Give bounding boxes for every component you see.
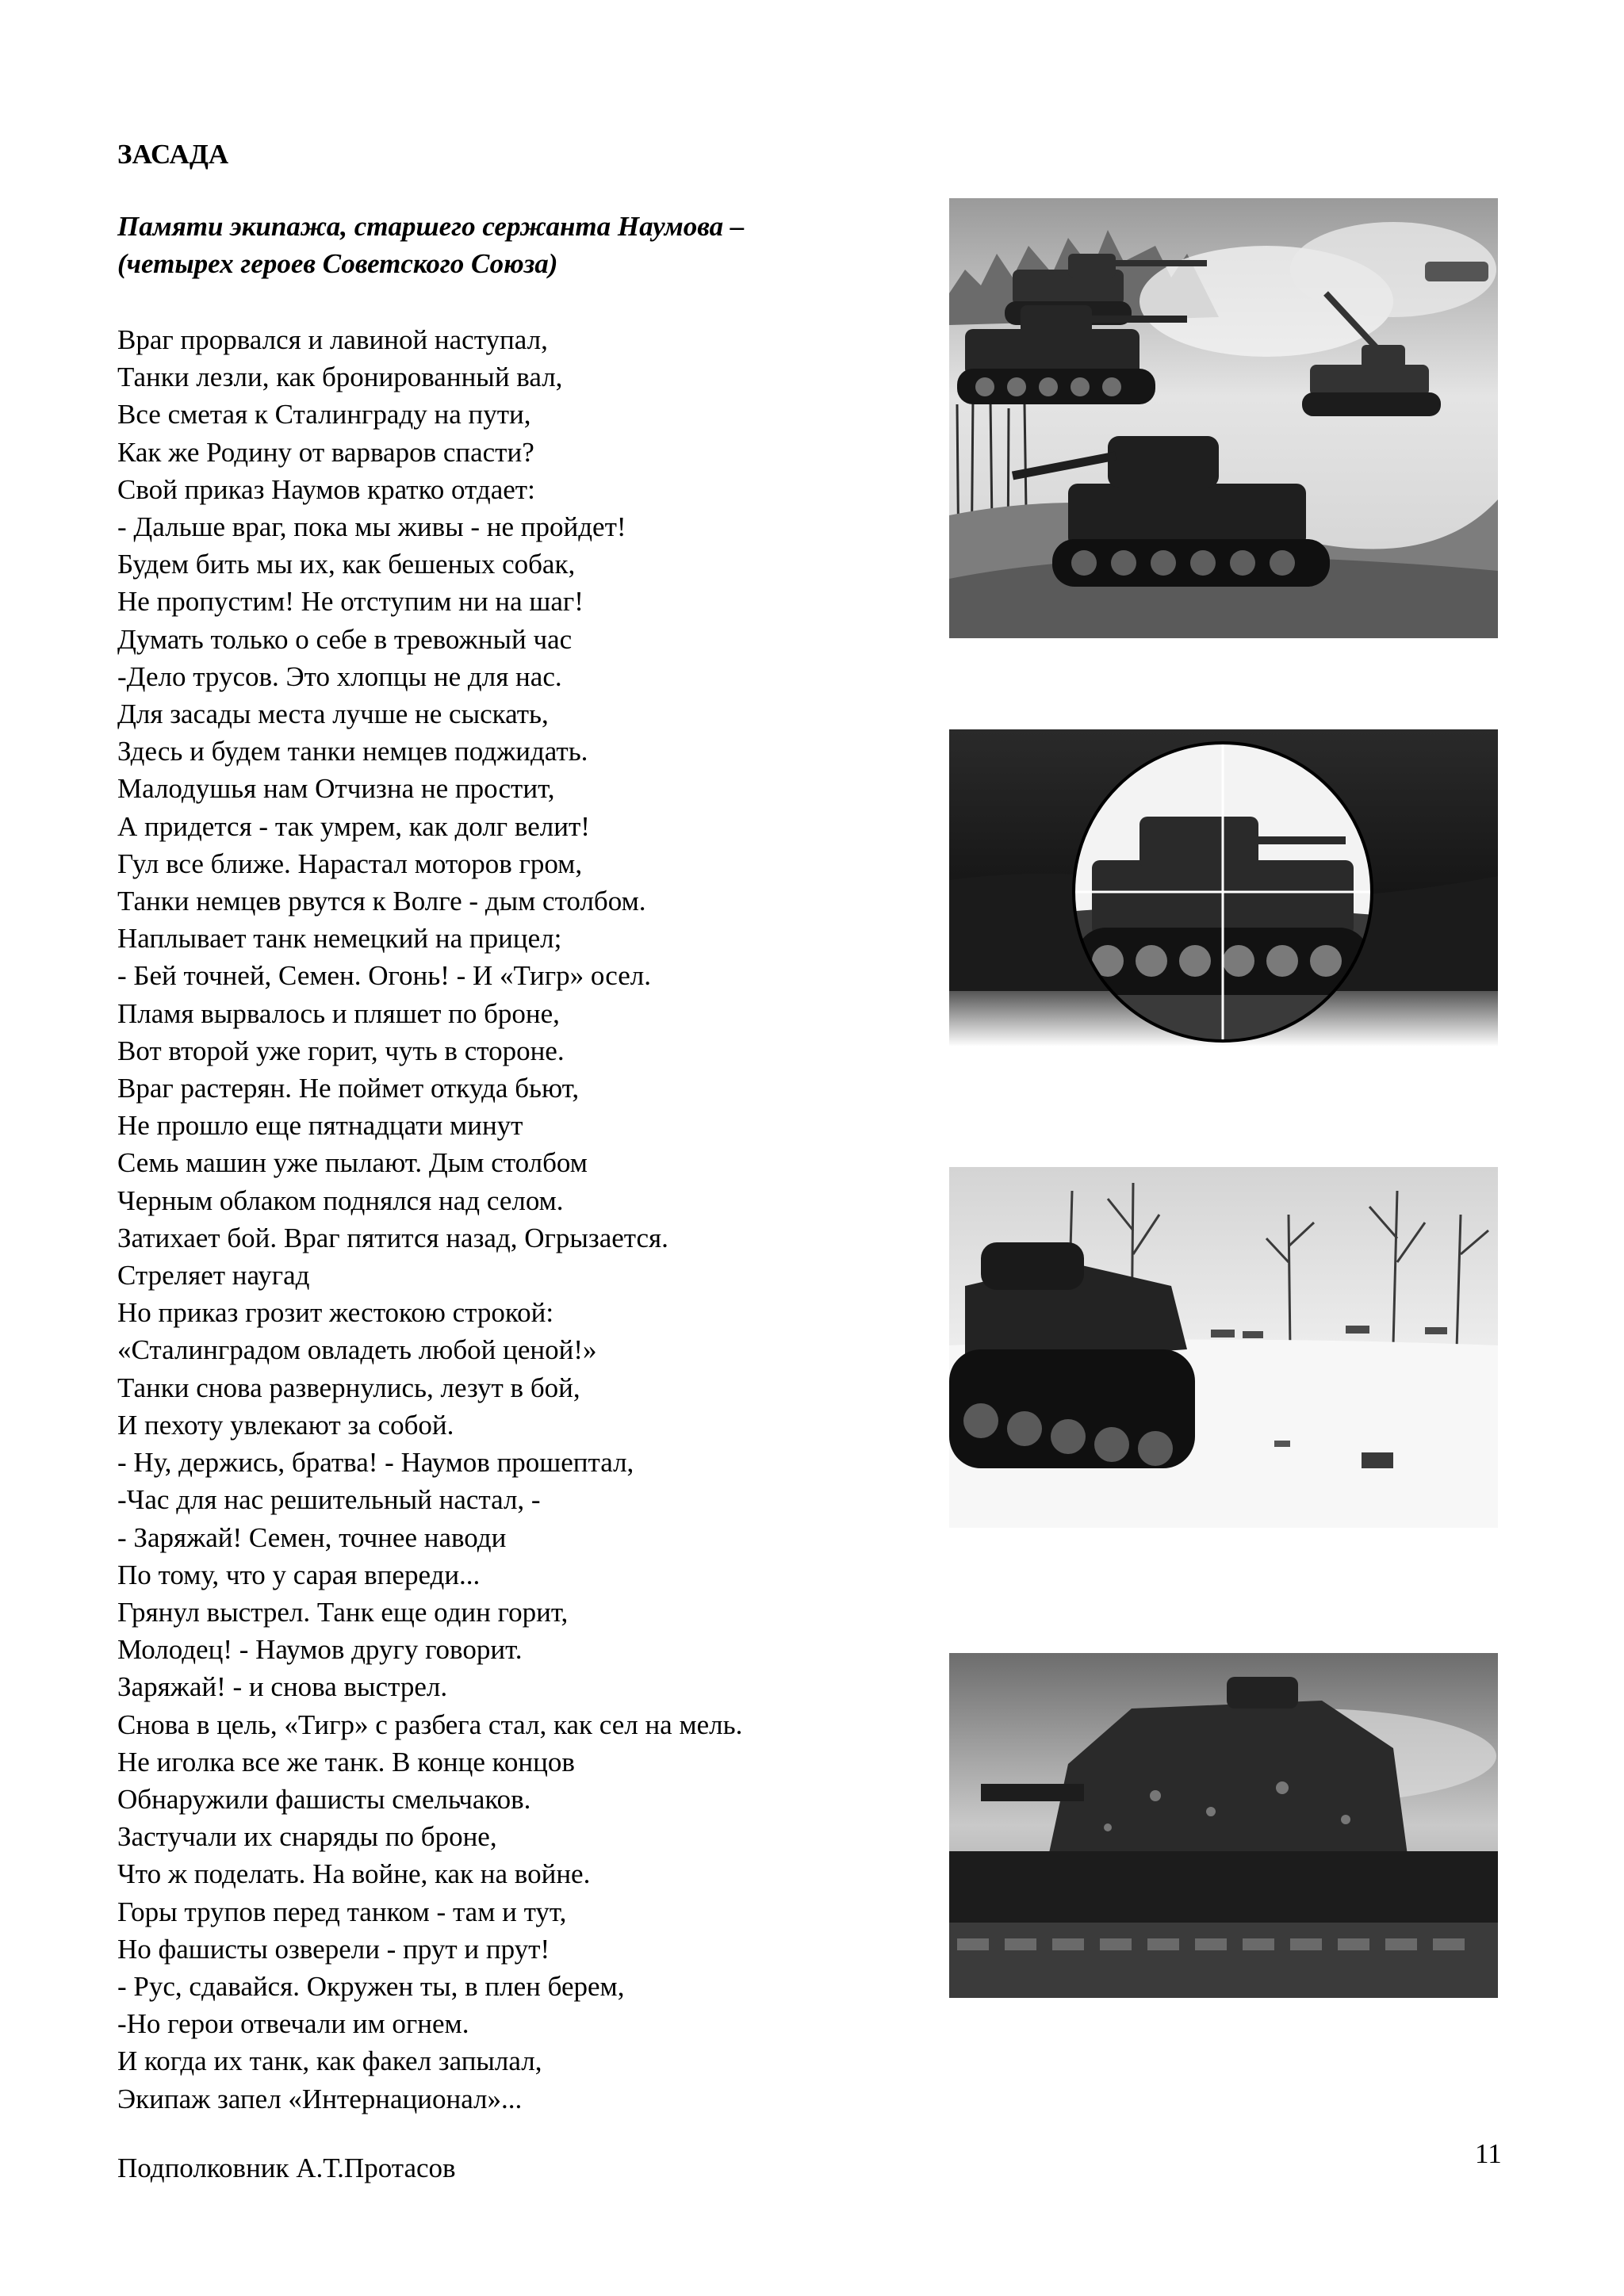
poem-line: Враг растерян. Не поймет откуда бьют, bbox=[117, 1073, 580, 1104]
page-title: ЗАСАДА bbox=[117, 139, 229, 170]
poem-line: Не пропустим! Не отступим ни на шаг! bbox=[117, 586, 584, 618]
poem-line: «Сталинградом овладеть любой ценой!» bbox=[117, 1334, 597, 1366]
poem-line: Малодушья нам Отчизна не простит, bbox=[117, 773, 555, 805]
poem-line: -Дело трусов. Это хлопцы не для нас. bbox=[117, 660, 562, 692]
poem-line: Танки снова развернулись, лезут в бой, bbox=[117, 1372, 580, 1403]
poem-line: Думать только о себе в тревожный час bbox=[117, 623, 573, 655]
poem-line: -Час для нас решительный настал, - bbox=[117, 1484, 541, 1516]
poem-line: - Дальше враг, пока мы живы - не пройдет! bbox=[117, 511, 626, 543]
poem-line: И пехоту увлекают за собой. bbox=[117, 1409, 454, 1441]
poem-text bbox=[117, 321, 742, 2118]
tank-closeup-photo bbox=[949, 1653, 1498, 1998]
poem-line: - Ну, держись, братва! - Наумов прошептал, bbox=[117, 1447, 634, 1479]
poem-line: Вот второй уже горит, чуть в стороне. bbox=[117, 1035, 565, 1066]
poem-line: Танки немцев рвутся к Волге - дым столбом. bbox=[117, 886, 646, 917]
dedication-line: (четырех героев Советского Союза) bbox=[117, 248, 558, 279]
poem-line: Снова в цель, «Тигр» с разбега стал, как сел на мель. bbox=[117, 1709, 743, 1740]
poem-line: Грянул выстрел. Танк еще один горит, bbox=[117, 1596, 569, 1628]
poem-line: Для засады места лучше не сыскать, bbox=[117, 698, 549, 730]
poem-line: - Рус, сдавайся. Окружен ты, в плен берем, bbox=[117, 1970, 625, 2002]
poem-line: Все сметая к Сталинграду на пути, bbox=[117, 399, 531, 430]
poem-line: Враг прорвался и лавиной наступал, bbox=[117, 324, 548, 355]
poem-line: Не прошло еще пятнадцати минут bbox=[117, 1110, 523, 1142]
poem-line: - Бей точней, Семен. Огонь! - И «Тигр» осел. bbox=[117, 960, 651, 992]
poem-line: Обнаружили фашисты смельчаков. bbox=[117, 1783, 531, 1815]
poem-line: Не иголка все же танк. В конце концов bbox=[117, 1746, 575, 1777]
tanks-battle-collage-photo bbox=[949, 198, 1498, 638]
poem-line: Затихает бой. Враг пятится назад, Огрызается. bbox=[117, 1222, 668, 1253]
poem-line: Наплывает танк немецкий на прицел; bbox=[117, 923, 562, 955]
poem-line: Застучали их снаряды по броне, bbox=[117, 1821, 497, 1853]
tank-in-gunsight-photo bbox=[949, 729, 1498, 1047]
page-number: 11 bbox=[1475, 2138, 1502, 2169]
poem-line: Стреляет наугад bbox=[117, 1260, 310, 1292]
poem-line: Свой приказ Наумов кратко отдает: bbox=[117, 473, 535, 505]
dedication-line: Памяти экипажа, старшего сержанта Наумова – bbox=[117, 211, 745, 242]
poem-line: Здесь и будем танки немцев поджидать. bbox=[117, 736, 588, 767]
poem-line: Черным облаком поднялся над селом. bbox=[117, 1184, 564, 1216]
poem-line: Но фашисты озверели - прут и прут! bbox=[117, 1933, 550, 1965]
poem-line: - Заряжай! Семен, точнее наводи bbox=[117, 1521, 507, 1553]
dedication bbox=[117, 208, 744, 282]
poem-line: Заряжай! - и снова выстрел. bbox=[117, 1671, 448, 1703]
poem-line: Гул все ближе. Нарастал моторов гром, bbox=[117, 848, 583, 879]
poem-line: Танки лезли, как бронированный вал, bbox=[117, 362, 563, 393]
poem-line: Будем бить мы их, как бешеных собак, bbox=[117, 549, 576, 580]
poem-line: Горы трупов перед танком - там и тут, bbox=[117, 1896, 567, 1927]
poem-line: -Но герои отвечали им огнем. bbox=[117, 2008, 469, 2040]
poem-line: Пламя вырвалось и пляшет по броне, bbox=[117, 997, 560, 1029]
poem-line: По тому, что у сарая впереди... bbox=[117, 1559, 481, 1590]
poem-line: Как же Родину от варваров спасти? bbox=[117, 436, 534, 468]
author-signature: Подполковник А.Т.Протасов bbox=[117, 2152, 456, 2183]
poem-line: А придется - так умрем, как долг велит! bbox=[117, 810, 590, 842]
poem-line: Молодец! - Наумов другу говорит. bbox=[117, 1634, 523, 1666]
poem-line: И когда их танк, как факел запылал, bbox=[117, 2045, 542, 2077]
poem-line: Семь машин уже пылают. Дым столбом bbox=[117, 1147, 588, 1179]
destroyed-tank-winter-photo bbox=[949, 1167, 1498, 1528]
poem-line: Экипаж запел «Интернационал»... bbox=[117, 2083, 523, 2114]
poem-line: Что ж поделать. На войне, как на войне. bbox=[117, 1858, 591, 1890]
poem-line: Но приказ грозит жестокою строкой: bbox=[117, 1297, 554, 1329]
